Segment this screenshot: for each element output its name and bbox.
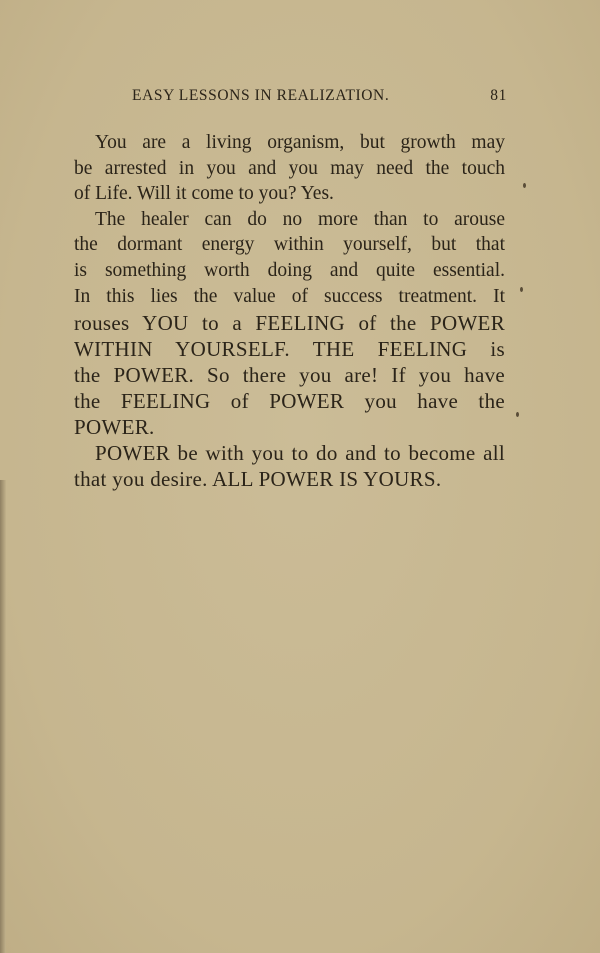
text-line: the FEELING of POWER you have the [74,389,505,413]
text-line: The healer can do no more than to arouse [95,209,505,230]
ink-speck [516,412,519,417]
text-line: POWER. [74,415,155,439]
text-line: You are a living organism, but growth may [95,132,505,153]
running-header [132,87,507,105]
ink-speck [523,183,526,188]
running-title: EASY LESSONS IN REALIZATION. [132,87,390,104]
text-line: is something worth doing and quite essential. [74,260,505,281]
page-edge [0,480,6,953]
text-line: that you desire. ALL POWER IS YOURS. [74,467,442,491]
text-line: rouses YOU to a FEELING of the POWER [74,311,505,335]
text-line: WITHIN YOURSELF. THE FEELING is [74,337,505,361]
ink-speck [520,287,523,292]
text-line: In this lies the value of success treatment. It [74,286,505,307]
text-line: be arrested in you and you may need the touch [74,158,505,179]
page-number: 81 [490,87,507,104]
text-line: the POWER. So there you are! If you have [74,363,505,387]
text-line: POWER be with you to do and to become all [95,441,505,465]
text-line: of Life. Will it come to you? Yes. [74,183,334,204]
text-line: the dormant energy within yourself, but that [74,234,505,255]
